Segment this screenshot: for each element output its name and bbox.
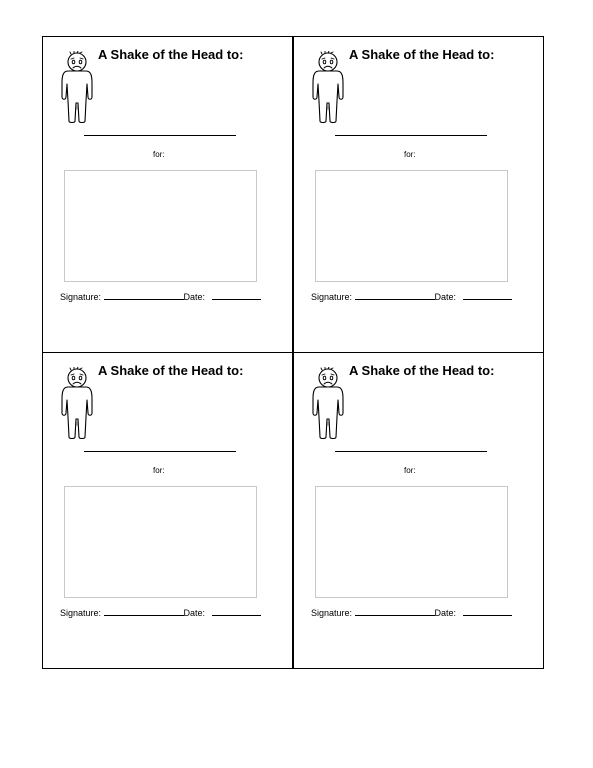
signature-label: Signature: — [60, 292, 102, 302]
signature-label: Signature: — [311, 608, 353, 618]
date-blank-line[interactable] — [463, 298, 512, 300]
signature-date-row — [311, 292, 512, 302]
for-label: for: — [153, 150, 165, 159]
for-label: for: — [404, 466, 416, 475]
sad-person-icon — [59, 367, 95, 439]
signature-blank-line[interactable] — [355, 298, 435, 300]
date-label: Date: — [183, 292, 206, 302]
name-blank-line[interactable] — [84, 451, 236, 452]
signature-label: Signature: — [311, 292, 353, 302]
date-blank-line[interactable] — [212, 298, 261, 300]
card-title: A Shake of the Head to: — [98, 47, 244, 62]
reason-box[interactable] — [315, 486, 508, 598]
award-card — [293, 36, 544, 353]
date-label: Date: — [434, 608, 457, 618]
for-label: for: — [404, 150, 416, 159]
date-label: Date: — [434, 292, 457, 302]
signature-blank-line[interactable] — [355, 614, 435, 616]
award-card — [42, 352, 293, 669]
reason-box[interactable] — [315, 170, 508, 282]
sad-person-icon — [59, 51, 95, 123]
signature-date-row — [60, 608, 261, 618]
reason-box[interactable] — [64, 486, 257, 598]
for-label: for: — [153, 466, 165, 475]
sad-person-icon — [310, 51, 346, 123]
name-blank-line[interactable] — [335, 135, 487, 136]
signature-blank-line[interactable] — [104, 298, 184, 300]
sad-person-icon — [310, 367, 346, 439]
signature-label: Signature: — [60, 608, 102, 618]
date-blank-line[interactable] — [212, 614, 261, 616]
date-label: Date: — [183, 608, 206, 618]
award-card — [293, 352, 544, 669]
signature-blank-line[interactable] — [104, 614, 184, 616]
card-title: A Shake of the Head to: — [349, 363, 495, 378]
signature-date-row — [60, 292, 261, 302]
signature-date-row — [311, 608, 512, 618]
card-title: A Shake of the Head to: — [349, 47, 495, 62]
award-card — [42, 36, 293, 353]
name-blank-line[interactable] — [335, 451, 487, 452]
date-blank-line[interactable] — [463, 614, 512, 616]
name-blank-line[interactable] — [84, 135, 236, 136]
card-title: A Shake of the Head to: — [98, 363, 244, 378]
reason-box[interactable] — [64, 170, 257, 282]
